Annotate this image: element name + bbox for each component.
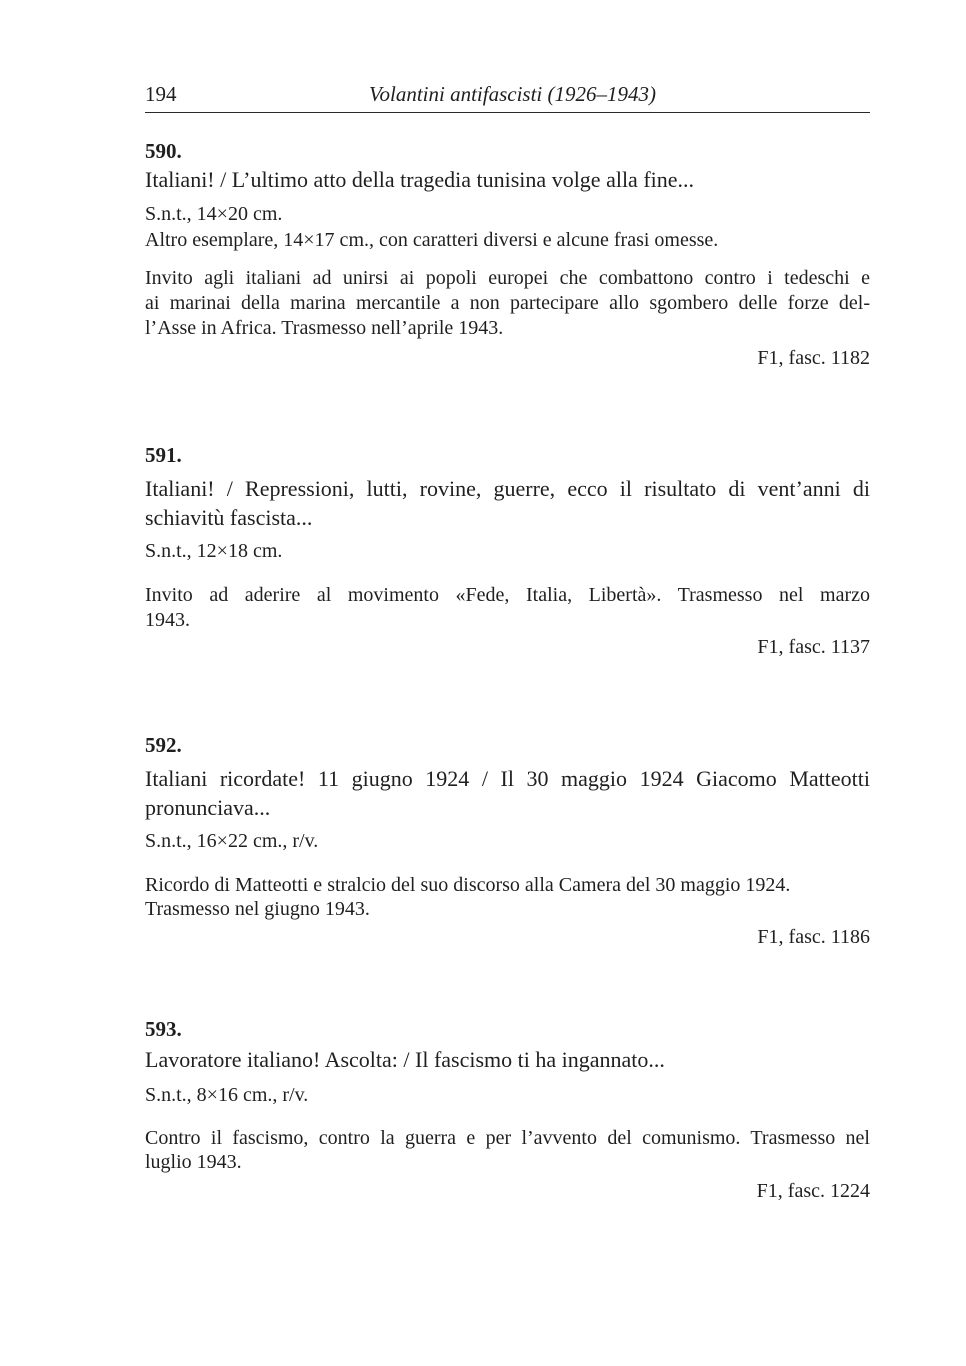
entry-format: S.n.t., 12×18 cm. [145,540,283,562]
entry-number: 593. [145,1017,182,1041]
entry-description-line: luglio 1943. [145,1151,242,1173]
entry-format: S.n.t., 14×20 cm. [145,203,283,225]
entry-description-line: 1943. [145,609,190,631]
entry-title: Lavoratore italiano! Ascolta: / Il fascismo ti ha ingannato... [145,1047,665,1072]
catalog-entry-591 [145,443,870,673]
entry-number: 591. [145,443,182,467]
entry-title: Italiani! / Repressioni, lutti, rovine, guerre, ecco il risultato di vent’anni di [145,476,870,501]
catalog-entry-592 [145,733,870,963]
entry-description-line: Invito agli italiani ad unirsi ai popoli europei che combattono contro i tedeschi e [145,267,870,289]
entry-description-line: Trasmesso nel giugno 1943. [145,898,370,920]
entry-title: Italiani! / L’ultimo atto della tragedia tunisina volge alla fine... [145,167,695,192]
archive-reference: F1, fasc. 1137 [757,636,870,658]
running-header [145,78,870,113]
entry-description-line: Invito ad aderire al movimento «Fede, Italia, Libertà». Trasmesso nel marzo [145,584,870,606]
catalog-entry-593 [145,1017,870,1217]
page-number: 194 [145,82,177,106]
entry-description-line: ai marinai della marina mercantile a non partecipare allo sgombero delle forze del- [145,292,870,314]
entry-format: S.n.t., 16×22 cm., r/v. [145,830,319,852]
entry-title: pronunciava... [145,795,271,820]
entry-number: 590. [145,139,182,163]
entry-description-line: l’Asse in Africa. Trasmesso nell’aprile 1943. [145,317,504,339]
entry-format: S.n.t., 8×16 cm., r/v. [145,1084,309,1106]
entry-note: Altro esemplare, 14×17 cm., con caratteri diversi e alcune frasi omesse. [145,229,719,251]
archive-reference: F1, fasc. 1224 [756,1180,870,1202]
archive-reference: F1, fasc. 1182 [757,347,870,369]
entry-description-line: Ricordo di Matteotti e stralcio del suo discorso alla Camera del 30 maggio 1924. [145,874,791,896]
running-title: Volantini antifascisti (1926–1943) [369,82,656,106]
entry-title: schiavitù fascista... [145,505,313,530]
entry-number: 592. [145,733,182,757]
entry-title: Italiani ricordate! 11 giugno 1924 / Il 30 maggio 1924 Giacomo Matteotti [145,766,870,791]
catalog-entry-590 [145,139,870,379]
archive-reference: F1, fasc. 1186 [757,926,870,948]
entry-description-line: Contro il fascismo, contro la guerra e per l’avvento del comunismo. Trasmesso nel [145,1127,870,1149]
